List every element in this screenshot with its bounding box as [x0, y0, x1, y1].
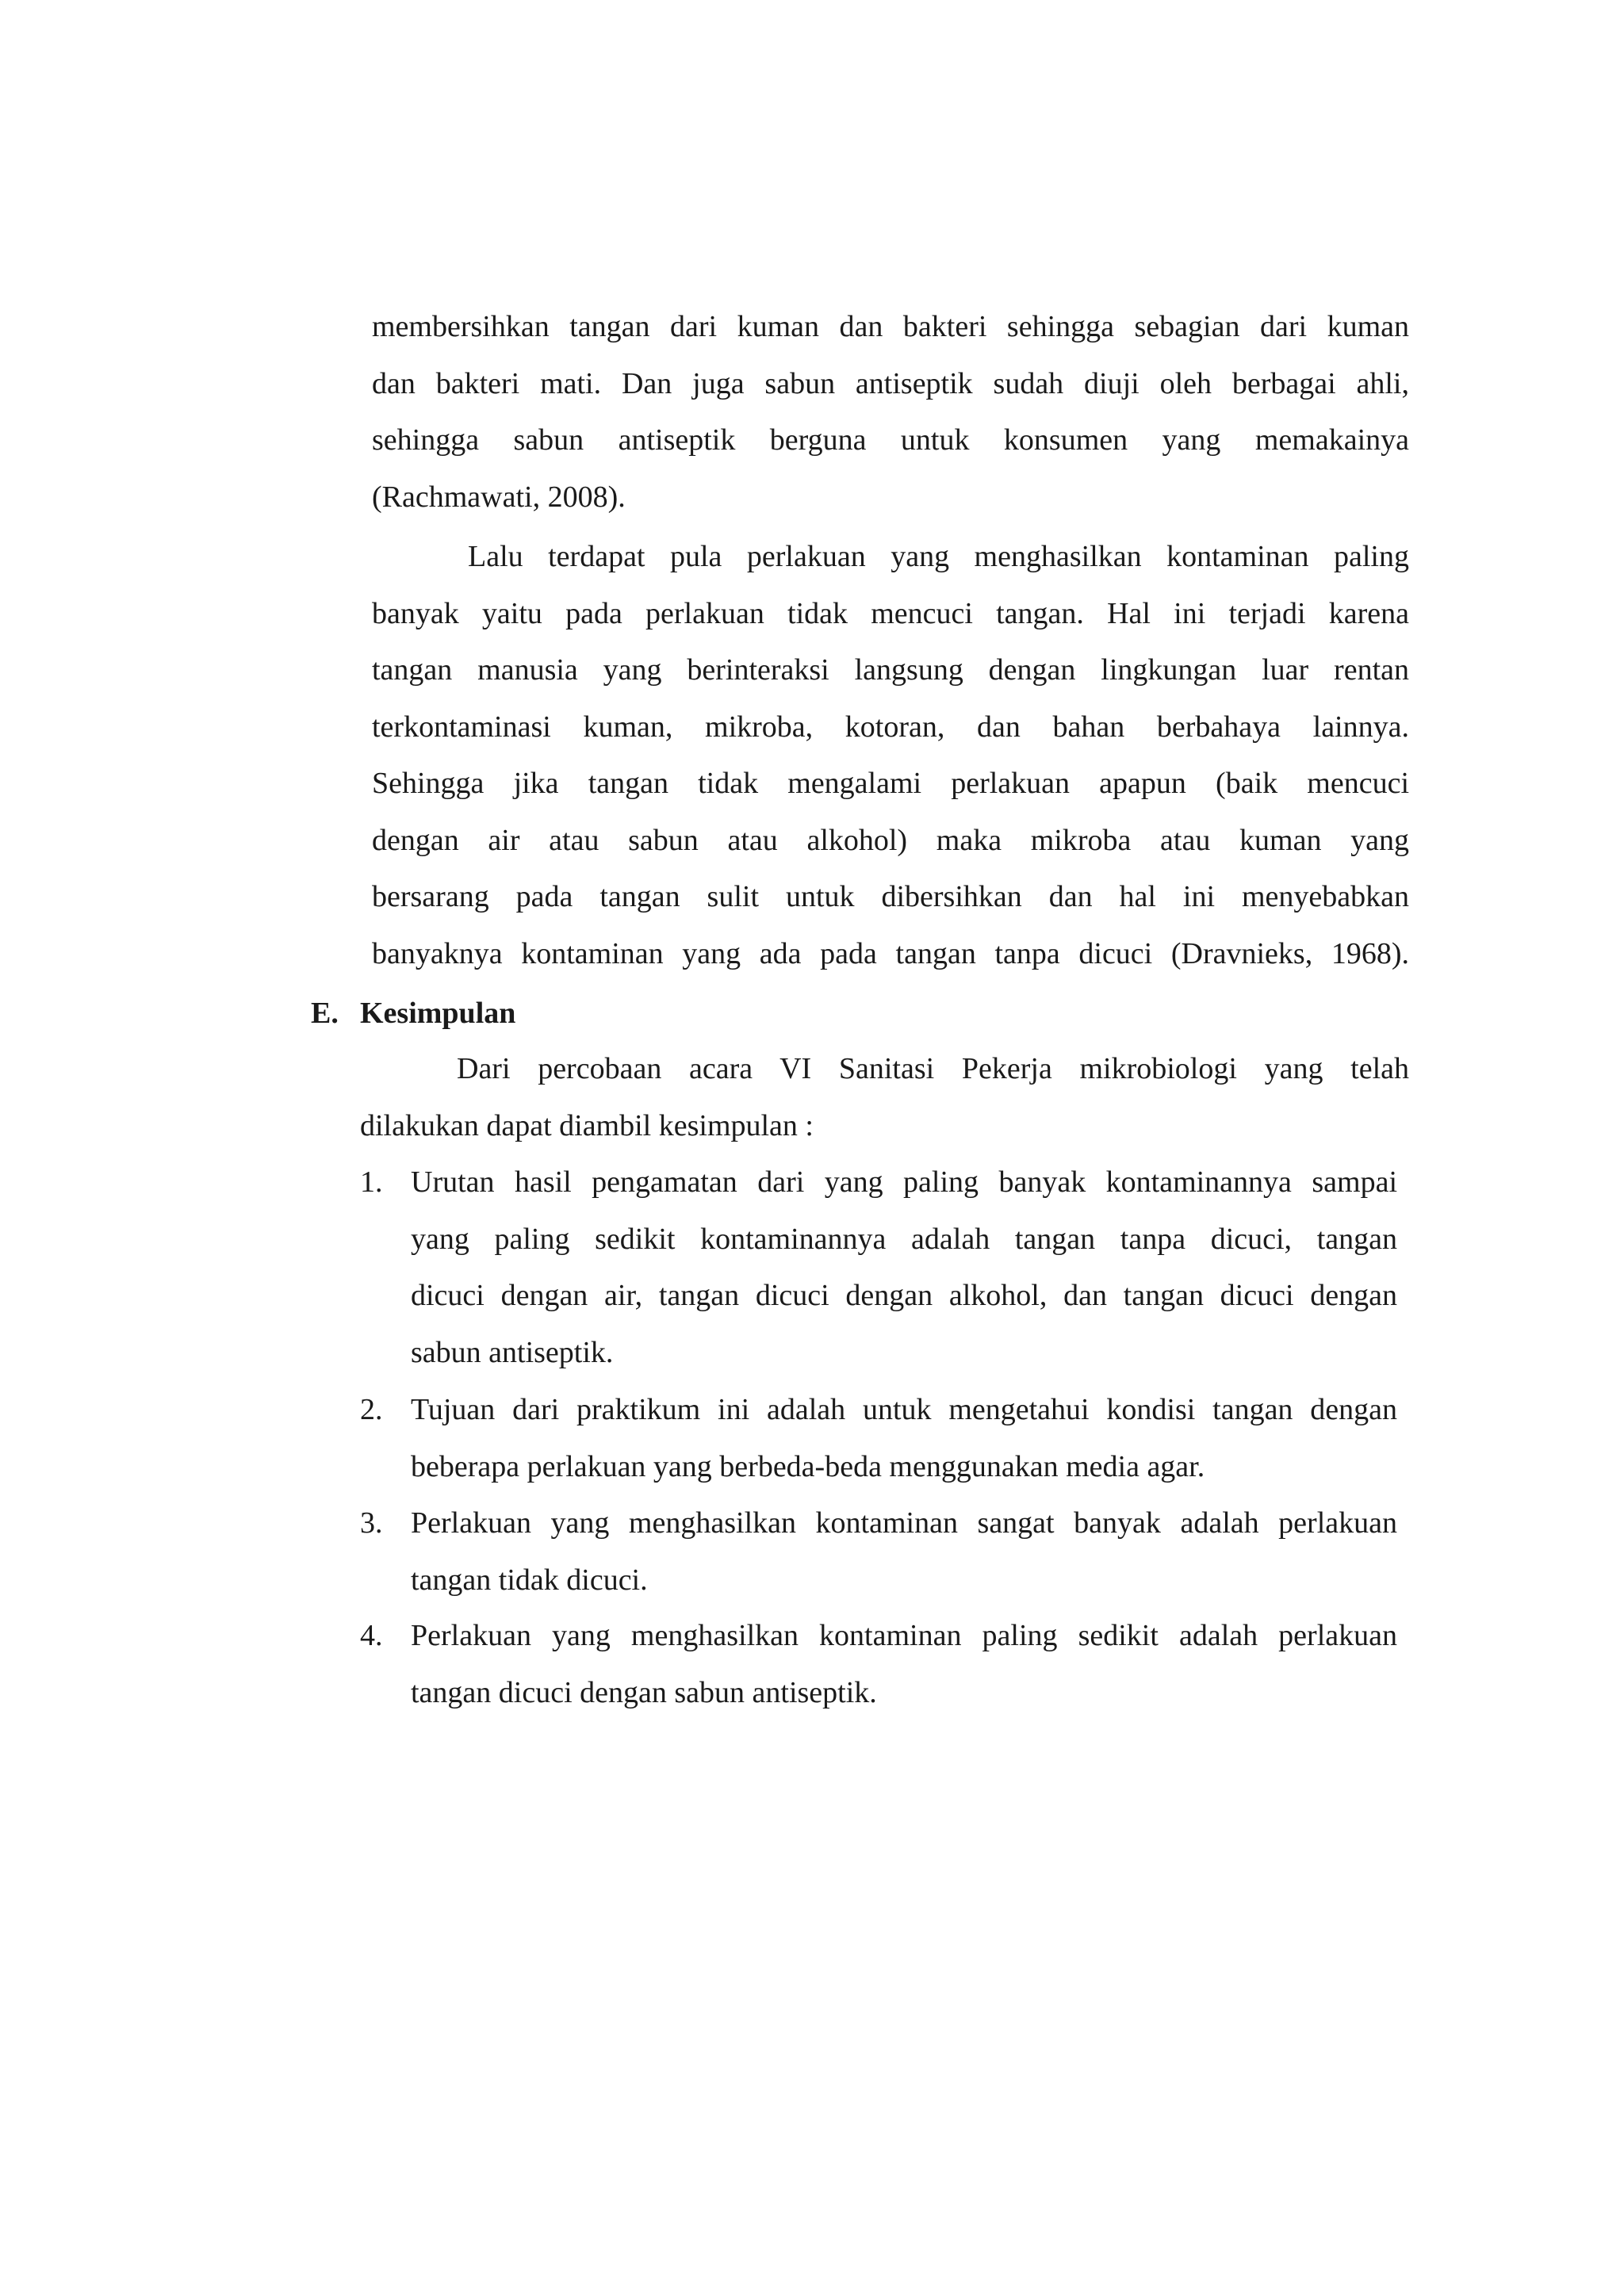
conclusion-intro — [360, 1041, 1409, 1154]
list-item-body — [411, 1154, 1397, 1381]
paragraph-line: banyak yaitu pada perlakuan tidak mencuci tangan. Hal ini terjadi karena — [372, 596, 1409, 630]
paragraph-discussion — [372, 529, 1409, 982]
list-item — [360, 1154, 1409, 1381]
paragraph-line: membersihkan tangan dari kuman dan bakteri sehingga sebagian dari kuman — [372, 310, 1409, 343]
section-letter: E. — [311, 997, 339, 1030]
list-item-body — [411, 1382, 1397, 1495]
paragraph-line: sehingga sabun antiseptik berguna untuk konsumen yang memakainya — [372, 423, 1409, 457]
paragraph-line: dengan air atau sabun atau alkohol) maka mikroba atau kuman yang — [372, 823, 1409, 857]
list-item-body — [411, 1495, 1397, 1609]
paragraph-line: tangan manusia yang berinteraksi langsung dengan lingkungan luar rentan — [372, 653, 1409, 687]
list-line: tangan tidak dicuci. — [411, 1563, 648, 1597]
list-line: tangan dicuci dengan sabun antiseptik. — [411, 1675, 877, 1709]
list-item-body — [411, 1608, 1397, 1721]
paragraph-line: (Rachmawati, 2008). — [372, 480, 626, 514]
list-line: Perlakuan yang menghasilkan kontaminan paling sedikit adalah perlakuan — [411, 1619, 1397, 1652]
paragraph-continuation — [372, 299, 1409, 526]
list-number: 2. — [360, 1393, 383, 1426]
paragraph-line: banyaknya kontaminan yang ada pada tangan tanpa dicuci (Dravnieks, 1968). — [372, 936, 1409, 970]
list-line: dicuci dengan air, tangan dicuci dengan alkohol, dan tangan dicuci dengan — [411, 1279, 1397, 1312]
list-number: 4. — [360, 1619, 383, 1652]
list-item — [360, 1608, 1409, 1721]
section-heading — [311, 985, 515, 1043]
list-line: beberapa perlakuan yang berbeda-beda menggunakan media agar. — [411, 1449, 1205, 1483]
list-number: 3. — [360, 1506, 383, 1540]
paragraph-line: Sehingga jika tangan tidak mengalami perlakuan apapun (baik mencuci — [372, 767, 1409, 800]
list-number: 1. — [360, 1165, 383, 1199]
paragraph-line: Dari percobaan acara VI Sanitasi Pekerja mikrobiologi yang telah — [457, 1052, 1409, 1085]
section-title: Kesimpulan — [360, 997, 516, 1030]
list-item — [360, 1382, 1409, 1495]
list-item — [360, 1495, 1409, 1609]
list-line: yang paling sedikit kontaminannya adalah tangan tanpa dicuci, tangan — [411, 1222, 1397, 1256]
paragraph-line: dan bakteri mati. Dan juga sabun antiseptik sudah diuji oleh berbagai ahli, — [372, 366, 1409, 400]
paragraph-line: terkontaminasi kuman, mikroba, kotoran, dan bahan berbahaya lainnya. — [372, 710, 1409, 744]
list-line: Perlakuan yang menghasilkan kontaminan sangat banyak adalah perlakuan — [411, 1506, 1397, 1540]
paragraph-line: dilakukan dapat diambil kesimpulan : — [360, 1108, 814, 1142]
paragraph-line: Lalu terdapat pula perlakuan yang menghasilkan kontaminan paling — [468, 540, 1409, 573]
list-line: Urutan hasil pengamatan dari yang paling banyak kontaminannya sampai — [411, 1165, 1397, 1199]
list-line: sabun antiseptik. — [411, 1335, 614, 1369]
paragraph-line: bersarang pada tangan sulit untuk dibersihkan dan hal ini menyebabkan — [372, 880, 1409, 913]
list-line: Tujuan dari praktikum ini adalah untuk mengetahui kondisi tangan dengan — [411, 1393, 1397, 1426]
